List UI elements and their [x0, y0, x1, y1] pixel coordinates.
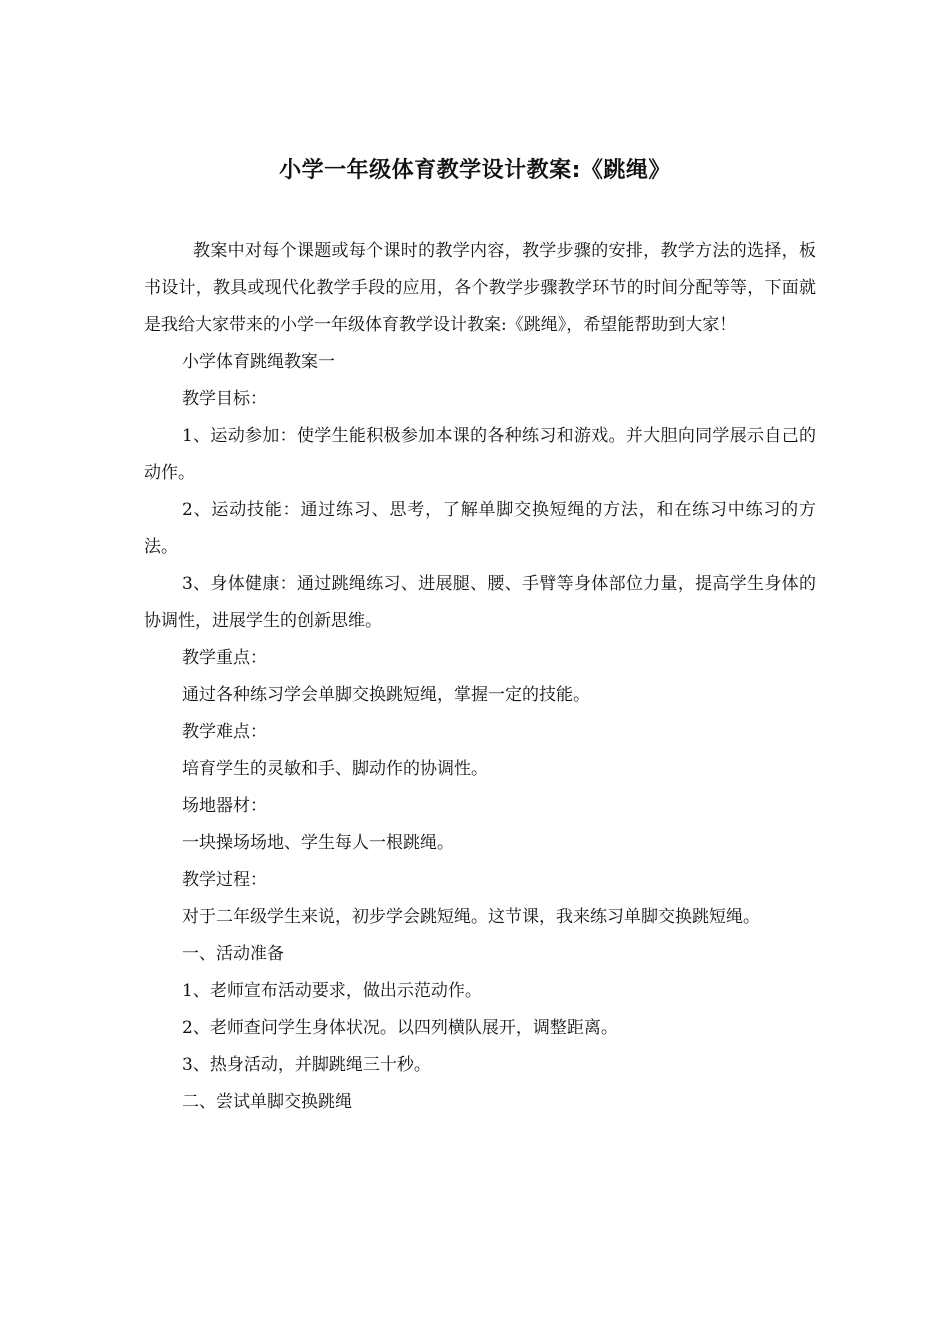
equipment-text: 一块操场场地、学生每人一根跳绳。: [182, 833, 454, 853]
process-intro: 对于二年级学生来说，初步学会跳短绳。这节课，我来练习单脚交换跳短绳。: [182, 907, 760, 927]
key-points-text: 通过各种练习学会单脚交换跳短绳，掌握一定的技能。: [182, 685, 590, 705]
heading-key-points: 教学重点：: [182, 648, 267, 668]
heading-equipment: 场地器材：: [182, 796, 267, 816]
difficulties-text: 培育学生的灵敏和手、脚动作的协调性。: [182, 759, 488, 779]
goal-item-3: 3、身体健康：通过跳绳练习、进展腿、腰、手臂等身体部位力量，提高学生身体的协调性，进展学生的创新思维。: [144, 574, 816, 631]
section-try-single-foot: 二、尝试单脚交换跳绳: [182, 1092, 352, 1112]
document-body: [144, 233, 816, 1121]
section-heading-plan-one: 小学体育跳绳教案一: [182, 352, 335, 372]
prep-step-3: 3、热身活动，并脚跳绳三十秒。: [182, 1055, 431, 1075]
heading-teaching-goals: 教学目标：: [182, 389, 267, 409]
section-activity-prep: 一、活动准备: [182, 944, 284, 964]
heading-difficulties: 教学难点：: [182, 722, 267, 742]
heading-process: 教学过程：: [182, 870, 267, 890]
prep-step-1: 1、老师宣布活动要求，做出示范动作。: [182, 981, 482, 1001]
goal-item-2: 2、运动技能：通过练习、思考，了解单脚交换短绳的方法，和在练习中练习的方法。: [144, 500, 816, 557]
goal-item-1: 1、运动参加：使学生能积极参加本课的各种练习和游戏。并大胆向同学展示自己的动作。: [144, 426, 816, 483]
document-title: 小学一年级体育教学设计教案:《跳绳》: [279, 158, 671, 183]
prep-step-2: 2、老师查问学生身体状况。以四列横队展开，调整距离。: [182, 1018, 618, 1038]
intro-paragraph: 教案中对每个课题或每个课时的教学内容，教学步骤的安排，教学方法的选择，板书设计，教具或现代化教学手段的应用，各个教学步骤教学环节的时间分配等等，下面就是我给大家带来的小学一年级体育教学设计教案:《跳绳》，希望能帮助到大家！: [144, 241, 816, 335]
